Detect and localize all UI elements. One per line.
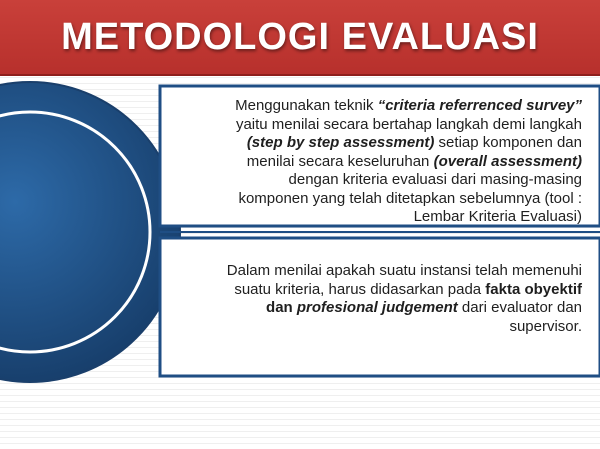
p1-line1-b: “criteria referrenced survey” bbox=[377, 97, 582, 114]
p1-line4-a: menilai secara keseluruhan bbox=[246, 152, 434, 170]
p2-line3-c: dari evaluator dan bbox=[457, 299, 582, 316]
slide-title: METODOLOGI EVALUASI bbox=[61, 16, 539, 58]
p2-line3-b: profesional judgement bbox=[296, 299, 458, 316]
p1-line1-a: Menggunakan teknik bbox=[235, 97, 378, 114]
p2-line1: Dalam menilai apakah suatu instansi telah memenuhi bbox=[226, 262, 582, 279]
p1-line7: Lembar Kriteria Evaluasi) bbox=[413, 208, 582, 225]
p1-line4-b: (overall assessment) bbox=[433, 152, 582, 170]
panel-1-text bbox=[162, 97, 582, 227]
p1-line5: dengan kriteria evaluasi dari masing-masing bbox=[288, 171, 582, 188]
p2-line2-b: fakta obyektif bbox=[485, 280, 582, 298]
p2-line3-a: dan bbox=[266, 299, 297, 316]
p2-line4: supervisor. bbox=[509, 317, 582, 335]
p1-line3-b: setiap komponen dan bbox=[434, 134, 582, 151]
p1-line3-a: (step by step assessment) bbox=[246, 134, 435, 151]
p2-line2-a: suatu kriteria, harus didasarkan pada bbox=[234, 280, 486, 298]
panel-2-text bbox=[162, 262, 582, 336]
p1-line2: yaitu menilai secara bertahap langkah demi langkah bbox=[235, 115, 582, 133]
p1-line6: komponen yang telah ditetapkan sebelumnya (tool : bbox=[238, 189, 582, 207]
